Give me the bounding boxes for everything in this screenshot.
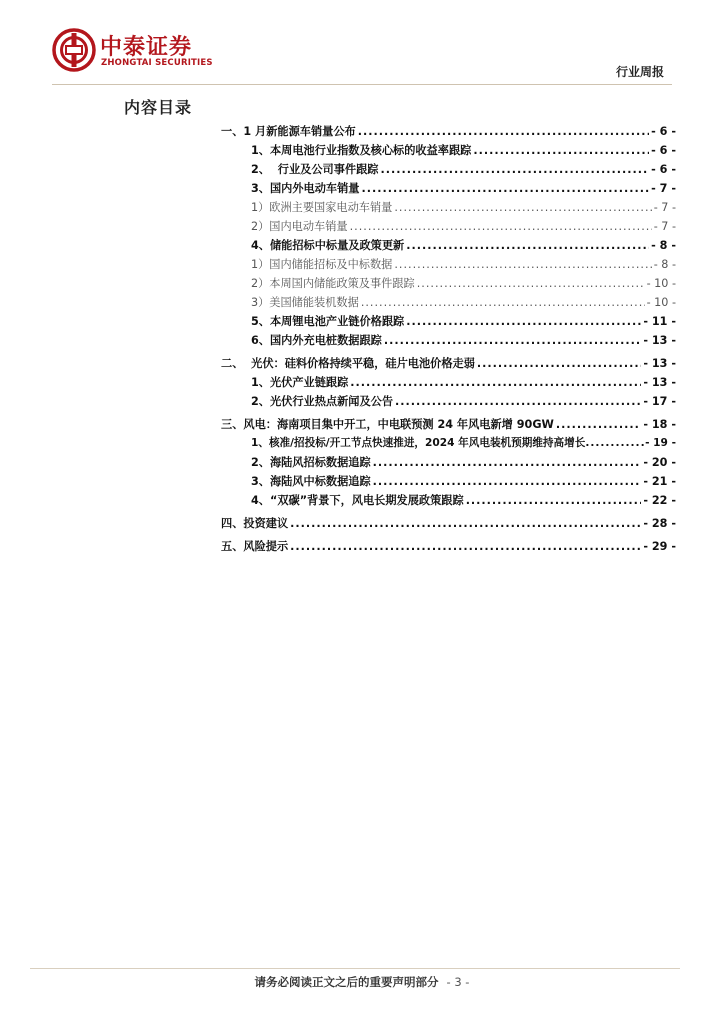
page-header bbox=[0, 0, 724, 90]
footer-disclaimer: 请务必阅读正文之后的重要声明部分 bbox=[254, 975, 439, 989]
toc-entry[interactable]: 5、本周锂电池产业链价格跟踪 ..... - 11 - bbox=[221, 312, 676, 331]
toc-entry[interactable]: 2）国内电动车销量 ..... - 7 - bbox=[221, 217, 676, 236]
brand-name-cn: 中泰证券 bbox=[100, 35, 193, 60]
toc-entry[interactable]: 4、储能招标中标量及政策更新 ..... - 8 - bbox=[221, 236, 676, 255]
toc-entry[interactable]: 3）美国储能装机数据 ..... - 10 - bbox=[221, 293, 676, 312]
page-footer bbox=[0, 974, 724, 990]
page-number: - 3 - bbox=[446, 975, 470, 989]
toc-entry[interactable]: 1、本周电池行业指数及核心标的收益率跟踪 ..... - 6 - bbox=[221, 141, 676, 160]
header-divider bbox=[52, 84, 672, 85]
toc-entry[interactable]: 1）欧洲主要国家电动车销量 ..... - 7 - bbox=[221, 198, 676, 217]
table-of-contents bbox=[221, 122, 676, 556]
toc-entry[interactable]: 2）本周国内储能政策及事件跟踪 ..... - 10 - bbox=[221, 274, 676, 293]
toc-entry[interactable]: 4、“双碳”背景下，风电长期发展政策跟踪 ..... - 22 - bbox=[221, 491, 676, 510]
toc-entry[interactable]: 2、 行业及公司事件跟踪 ..... - 6 - bbox=[221, 160, 676, 179]
toc-entry[interactable]: 1、光伏产业链跟踪 ..... - 13 - bbox=[221, 373, 676, 392]
toc-entry[interactable]: 6、国内外充电桩数据跟踪 ..... - 13 - bbox=[221, 331, 676, 350]
toc-entry[interactable]: 三、风电：海南项目集中开工，中电联预测 24 年风电新增 90GW ..... - 18 - bbox=[221, 415, 676, 434]
toc-entry[interactable]: 五、风险提示 ..... - 29 - bbox=[221, 537, 676, 556]
toc-entry[interactable]: 3、国内外电动车销量 ..... - 7 - bbox=[221, 179, 676, 198]
report-type: 行业周报 bbox=[615, 65, 664, 79]
toc-entry[interactable]: 2、海陆风招标数据追踪 ..... - 20 - bbox=[221, 453, 676, 472]
zhongtai-logo-icon bbox=[52, 28, 96, 72]
footer-divider bbox=[30, 968, 680, 969]
toc-title: 内容目录 bbox=[124, 98, 193, 117]
toc-entry[interactable]: 2、光伏行业热点新闻及公告 ..... - 17 - bbox=[221, 392, 676, 411]
toc-entry[interactable]: 1）国内储能招标及中标数据 ..... - 8 - bbox=[221, 255, 676, 274]
toc-entry[interactable]: 1、核准/招投标/开工节点快速推进，2024 年风电装机预期维持高增长 ..... - 19 - bbox=[221, 434, 676, 453]
toc-entry[interactable]: 3、海陆风中标数据追踪 ..... - 21 - bbox=[221, 472, 676, 491]
brand-name-en: ZHONGTAI SECURITIES bbox=[101, 58, 213, 68]
toc-entry[interactable]: 一、1 月新能源车销量公布 ..... - 6 - bbox=[221, 122, 676, 141]
toc-entry[interactable]: 四、投资建议 ..... - 28 - bbox=[221, 514, 676, 533]
toc-entry[interactable]: 二、 光伏：硅料价格持续平稳，硅片电池价格走弱 ..... - 13 - bbox=[221, 354, 676, 373]
